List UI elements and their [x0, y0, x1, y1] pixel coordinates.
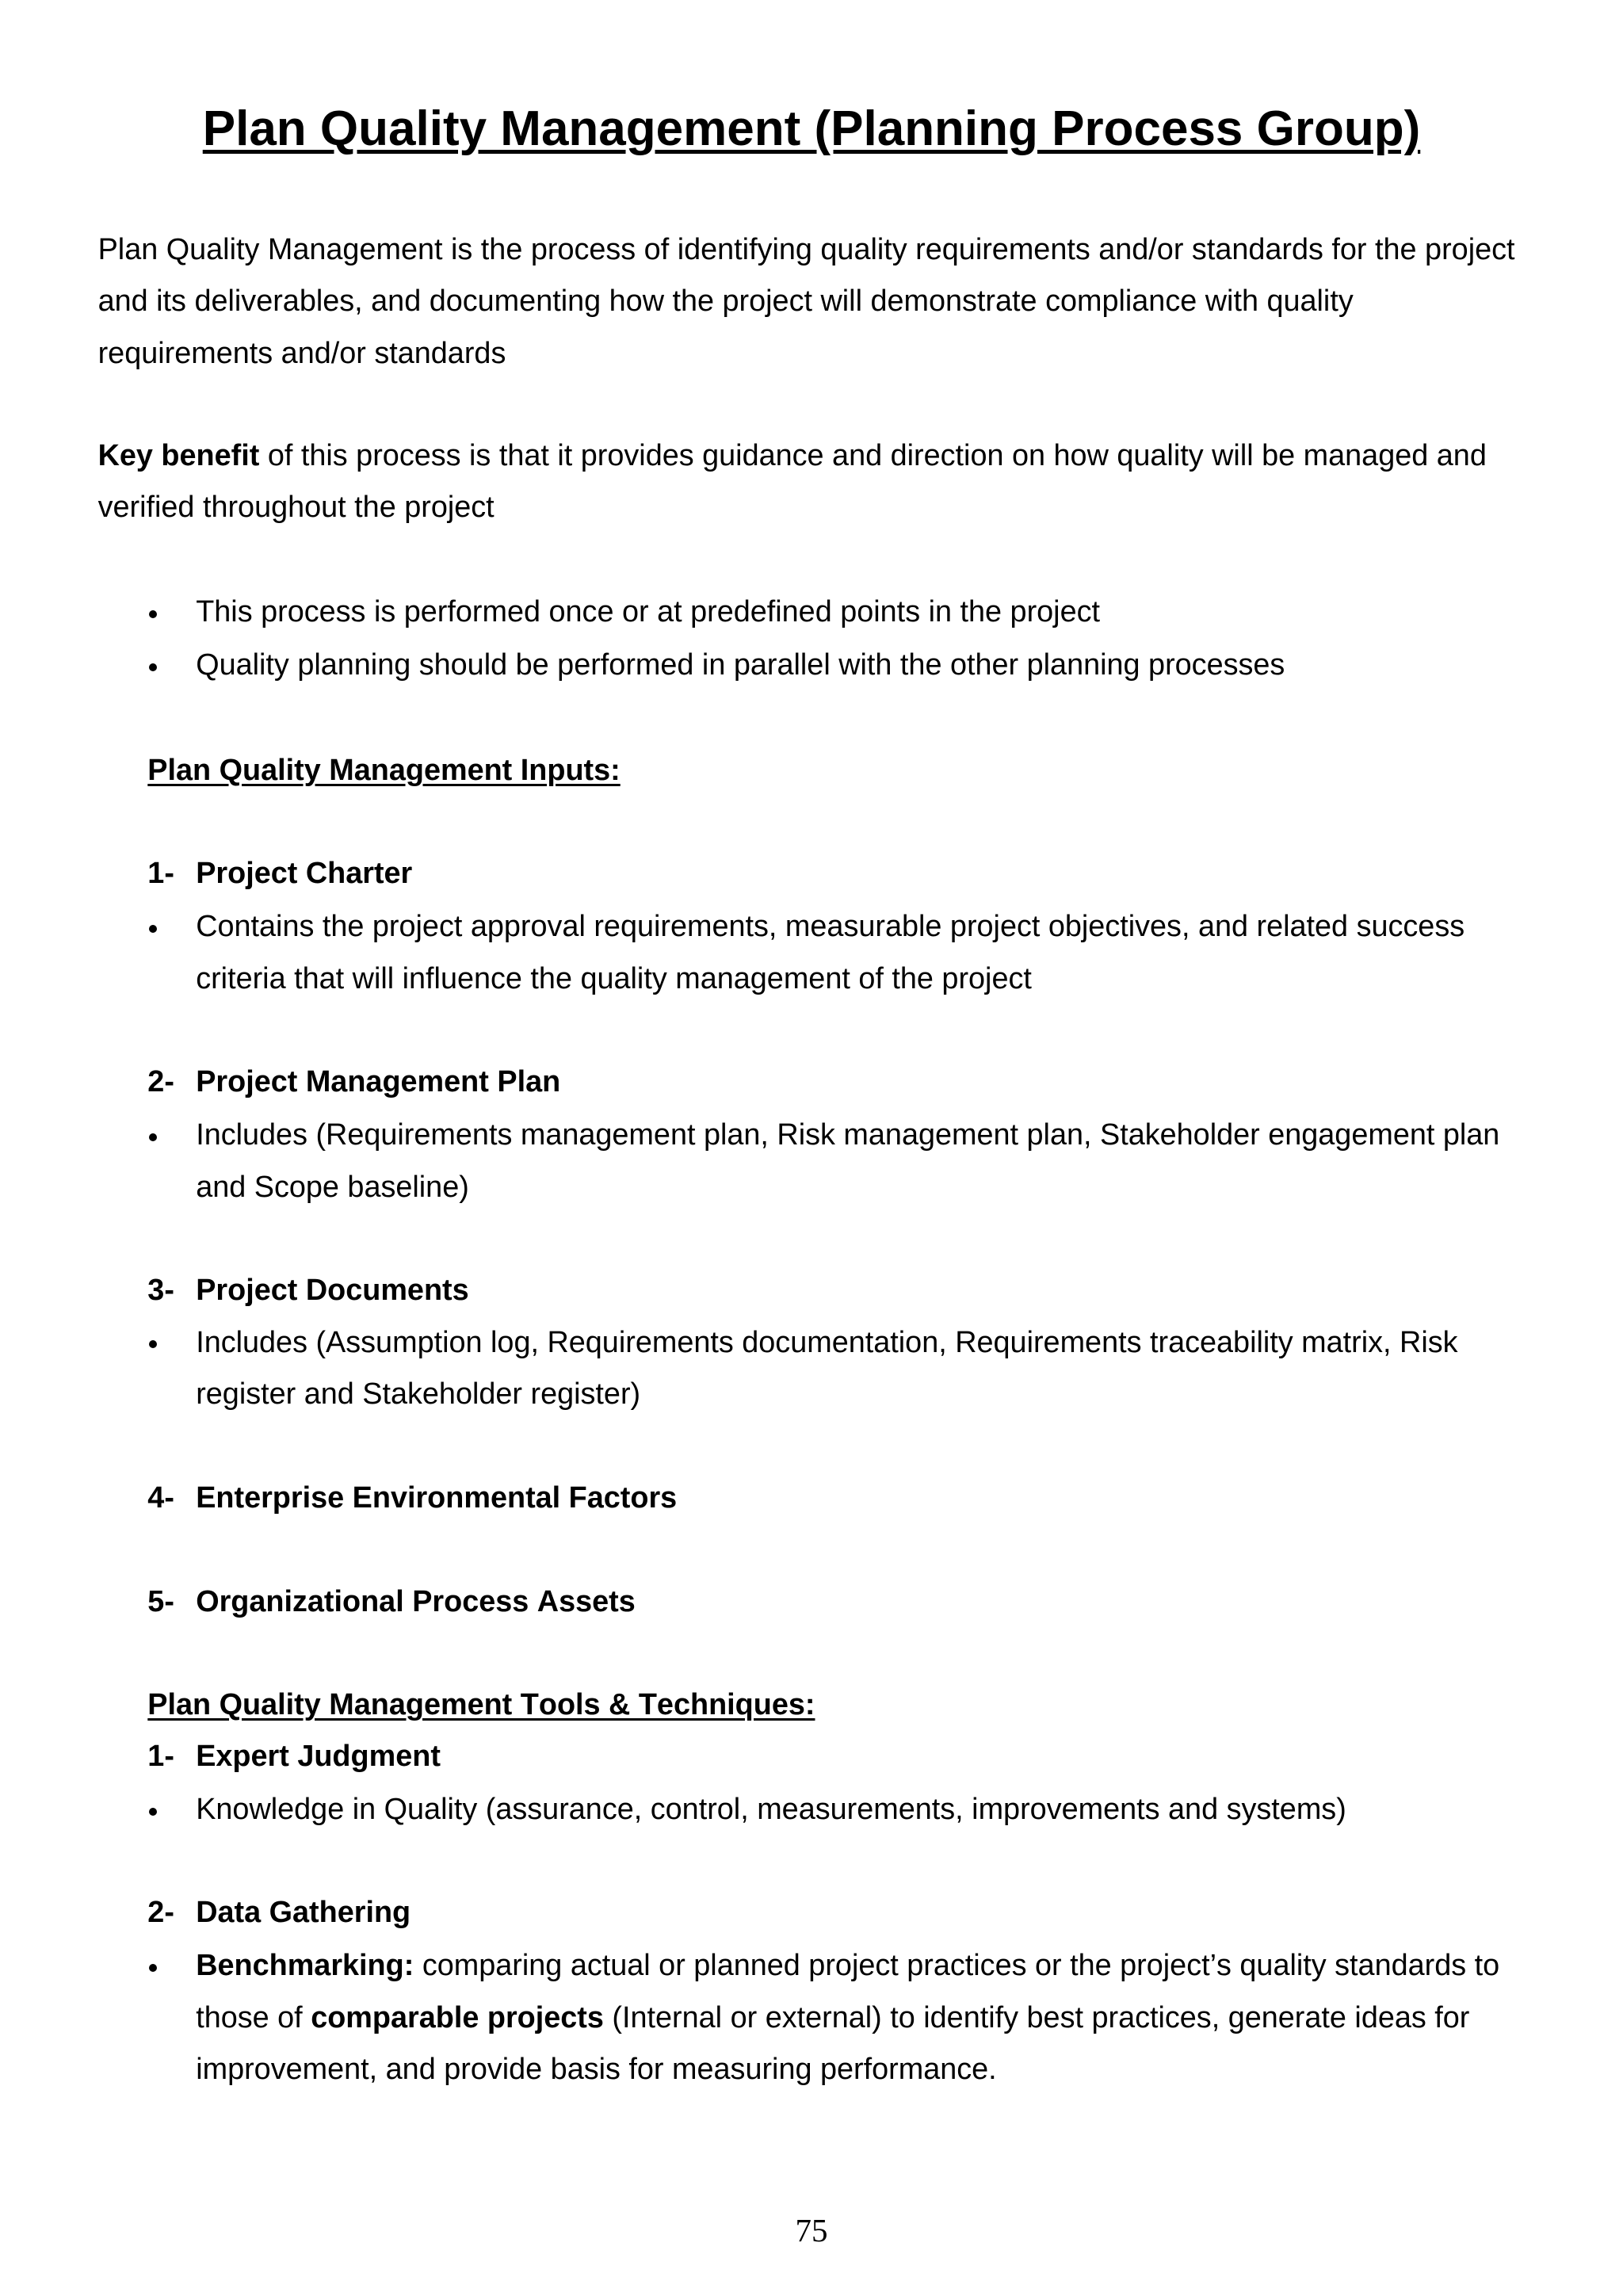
bullet-text: Contains the project approval requirements, measurable project objectives, and related success criteria that will influence the quality management of the project — [196, 910, 1465, 995]
item-number: 5- — [147, 1584, 174, 1618]
bullet-icon — [149, 1964, 157, 1972]
input-detail-bullet — [196, 1317, 1529, 1421]
inputs-heading: Plan Quality Management Inputs: — [147, 753, 621, 787]
input-item-enterprise-environmental-factors — [147, 1473, 677, 1525]
input-detail-bullet — [196, 901, 1529, 1005]
key-benefit-paragraph — [98, 430, 1529, 534]
note-text: Quality planning should be performed in parallel with the other planning processes — [196, 648, 1285, 682]
item-label: Project Documents — [196, 1273, 469, 1307]
item-label: Organizational Process Assets — [196, 1584, 636, 1618]
item-number: 2- — [147, 1065, 174, 1099]
input-item-project-charter — [147, 848, 412, 900]
item-label: Project Management Plan — [196, 1065, 561, 1099]
input-item-project-management-plan — [147, 1056, 560, 1109]
note-bullet — [196, 640, 1529, 692]
bullet-text: Knowledge in Quality (assurance, control, measurements, improvements and systems) — [196, 1793, 1346, 1827]
item-label: Enterprise Environmental Factors — [196, 1480, 678, 1515]
benchmarking-term: Benchmarking: — [196, 1949, 414, 1983]
input-item-project-documents — [147, 1265, 468, 1317]
tool-detail-bullet — [196, 1784, 1529, 1836]
item-label: Project Charter — [196, 857, 413, 891]
tool-item-expert-judgment — [147, 1731, 441, 1783]
page-title: Plan Quality Management (Planning Process Group) — [202, 101, 1421, 156]
bullet-text: Includes (Assumption log, Requirements documentation, Requirements traceability matrix, Risk register and Stakeholder register) — [196, 1325, 1458, 1412]
item-number: 1- — [147, 857, 174, 891]
benchmarking-text-start: comparing actual or planned project practices or the project’s quality standards to those of — [196, 1949, 1500, 2034]
item-number: 4- — [147, 1480, 174, 1515]
tool-item-data-gathering — [147, 1887, 411, 1939]
bullet-icon — [149, 925, 157, 933]
bullet-icon — [149, 1133, 157, 1141]
definition-paragraph: Plan Quality Management is the process of identifying quality requirements and/or standards for the project and its deliverables, and documenting how the project will demonstrate compliance with quality requirements and/or standards — [97, 232, 1515, 370]
item-label: Data Gathering — [196, 1896, 411, 1930]
note-text: This process is performed once or at predefined points in the project — [196, 595, 1100, 629]
bullet-icon — [149, 1340, 157, 1348]
note-bullet — [196, 586, 1529, 639]
key-benefit-text: of this process is that it provides guidance and direction on how quality will be managed and verified throughout the project — [97, 438, 1487, 525]
bullet-icon — [149, 1808, 157, 1816]
input-item-organizational-process-assets — [147, 1576, 635, 1629]
benchmarking-emphasis: comparable projects — [311, 2000, 604, 2034]
benchmarking-bullet — [196, 1940, 1529, 2096]
benchmarking-text-end: (Internal or external) to identify best practices, generate ideas for improvement, and provide basis for measuring performance. — [196, 2000, 1470, 2087]
bullet-icon — [149, 663, 157, 671]
item-number: 1- — [147, 1740, 174, 1774]
item-label: Expert Judgment — [196, 1740, 441, 1774]
item-number: 2- — [147, 1896, 174, 1930]
key-benefit-label: Key benefit — [97, 438, 260, 472]
item-number: 3- — [147, 1273, 174, 1307]
bullet-icon — [149, 610, 157, 618]
page-number: 75 — [795, 2212, 828, 2248]
tools-heading: Plan Quality Management Tools & Techniques: — [147, 1688, 815, 1722]
input-detail-bullet — [196, 1110, 1529, 1213]
bullet-text: Includes (Requirements management plan, Risk management plan, Stakeholder engagement plan and Scope baseline) — [196, 1118, 1500, 1204]
